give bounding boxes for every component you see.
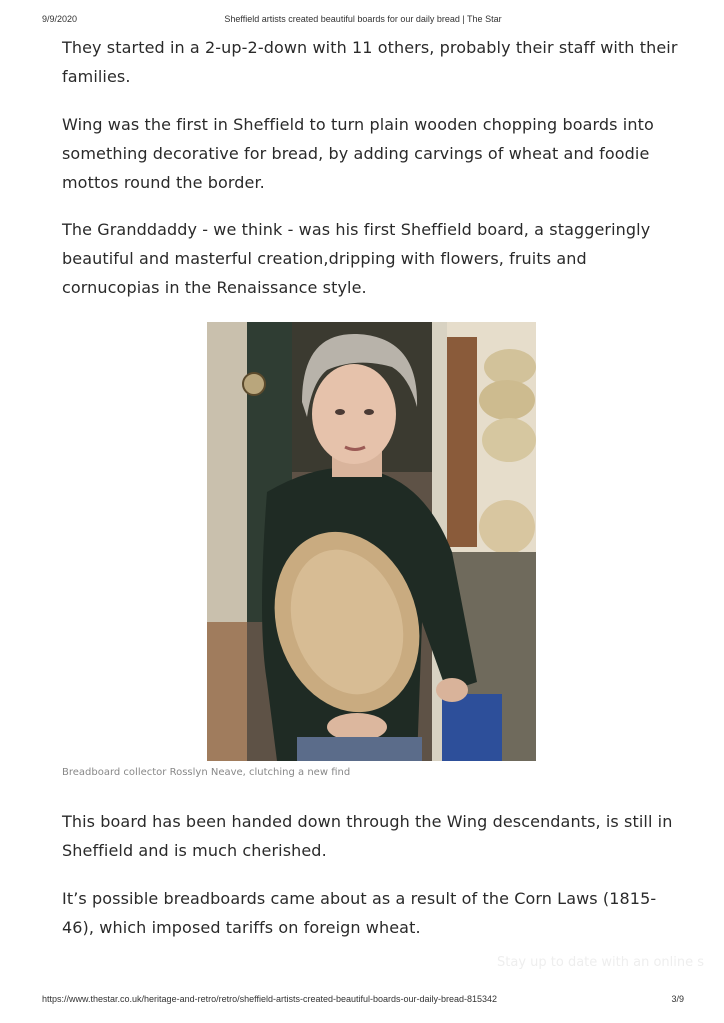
print-page-title: Sheffield artists created beautiful boards for our daily bread | The Star [224, 14, 502, 24]
print-date: 9/9/2020 [42, 14, 78, 24]
article-paragraph: They started in a 2-up-2-down with 11 others, probably their staff with their families. [62, 38, 678, 86]
article-paragraph: The Granddaddy - we think - was his first Sheffield board, a staggeringly beautiful and masterful creation,dripping with flowers, fruits and cornucopias in the Renaissance style. [62, 220, 651, 297]
newsletter-promo-text[interactable]: Stay up to date with an online s [497, 955, 705, 970]
article-photo [207, 322, 536, 761]
article-paragraph: Wing was the first in Sheffield to turn plain wooden chopping boards into something decorative for bread, by adding carvings of wheat and foodie mottos round the border. [62, 115, 654, 192]
article-paragraph: It’s possible breadboards came about as a result of the Corn Laws (1815-46), which imposed tariffs on foreign wheat. [62, 889, 657, 937]
article-paragraph: This board has been handed down through the Wing descendants, is still in Sheffield and is much cherished. [62, 812, 673, 860]
photo-caption: Breadboard collector Rosslyn Neave, clutching a new find [62, 767, 351, 778]
page-number: 3/9 [671, 994, 684, 1004]
print-url: https://www.thestar.co.uk/heritage-and-retro/retro/sheffield-artists-created-beautiful-boards-our-daily-bread-815342 [42, 994, 498, 1004]
